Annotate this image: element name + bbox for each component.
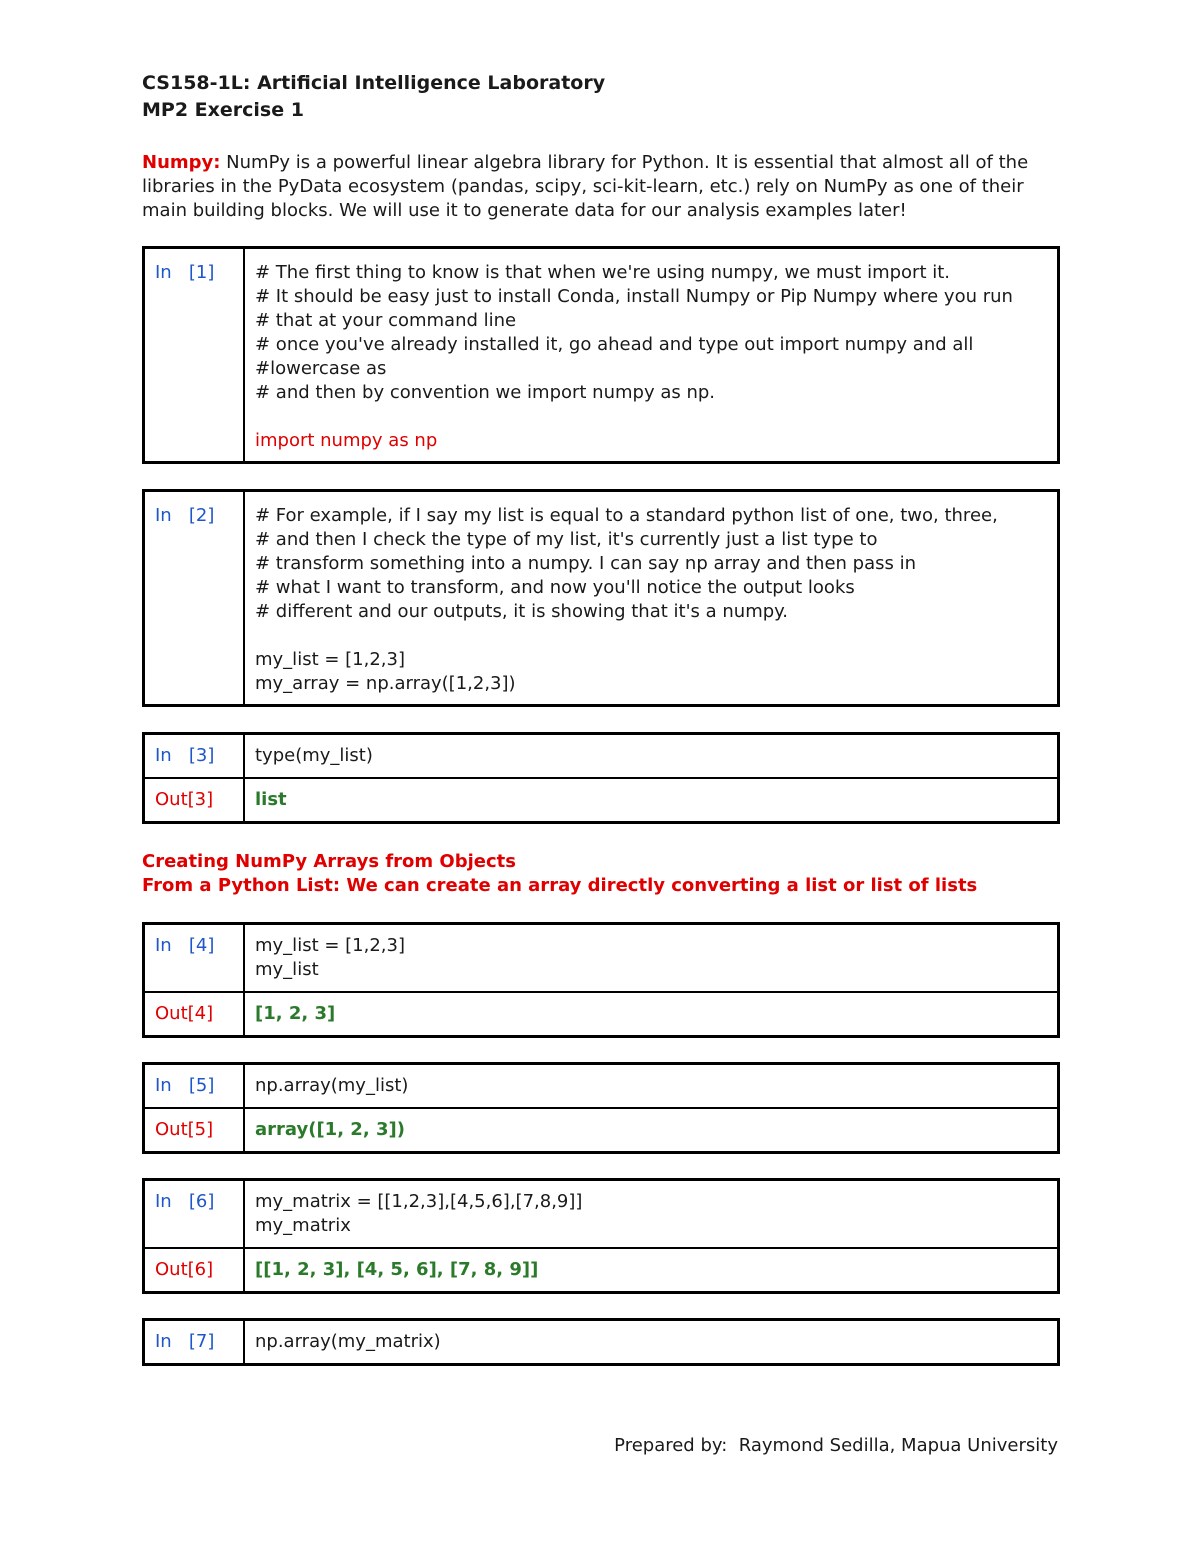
- cell-4-output: [244, 992, 1059, 1037]
- code-line: # once you've already installed it, go ahead and type out import numpy and all: [255, 334, 974, 355]
- cell-6-out-label-cell: [144, 1248, 245, 1293]
- in-label: In [1]: [155, 262, 215, 283]
- code-line: my_matrix: [255, 1215, 351, 1236]
- in-label: In [2]: [155, 505, 215, 526]
- notebook-cell-5: [142, 1062, 1060, 1154]
- output-value: [1, 2, 3]: [255, 1003, 336, 1024]
- intro-text: NumPy is a powerful linear algebra library for Python. It is essential that almost all of the libraries in the PyData ecosystem (pandas, scipy, sci-kit-learn, etc.) rely on NumPy as one of their main building blocks. We will use it to generate data for our analysis examples later!: [142, 152, 1029, 221]
- cell-5-in-label-cell: [144, 1064, 245, 1109]
- code-line: # For example, if I say my list is equal to a standard python list of one, two, three,: [255, 505, 998, 526]
- out-label: Out[5]: [155, 1119, 214, 1140]
- in-label: In [3]: [155, 745, 215, 766]
- notebook-cell-2: [142, 489, 1060, 707]
- cell-6-code: [244, 1180, 1059, 1249]
- cell-5-code: [244, 1064, 1059, 1109]
- output-value: array([1, 2, 3]): [255, 1119, 405, 1140]
- import-statement: import numpy as np: [255, 430, 438, 451]
- in-label: In [6]: [155, 1191, 215, 1212]
- cell-7-in-label-cell: [144, 1320, 245, 1365]
- cell-4-in-label-cell: [144, 924, 245, 993]
- code-line: [255, 624, 1047, 648]
- code-line: # what I want to transform, and now you'll notice the output looks: [255, 577, 855, 598]
- output-value: list: [255, 789, 287, 810]
- cell-6-in-label-cell: [144, 1180, 245, 1249]
- code-line: my_matrix = [[1,2,3],[4,5,6],[7,8,9]]: [255, 1191, 583, 1212]
- code-line: # The first thing to know is that when we're using numpy, we must import it.: [255, 262, 951, 283]
- cell-3-code: [244, 734, 1059, 779]
- cell-4-code: [244, 924, 1059, 993]
- code-line: my_list = [1,2,3]: [255, 649, 405, 670]
- code-line: # It should be easy just to install Conda, install Numpy or Pip Numpy where you run: [255, 286, 1013, 307]
- notebook-cell-3: [142, 732, 1060, 824]
- notebook-cell-1: [142, 246, 1060, 464]
- notebook-cell-4: [142, 922, 1060, 1038]
- cell-1-code: [244, 248, 1059, 463]
- cell-7-code: [244, 1320, 1059, 1365]
- code-line: # transform something into a numpy. I can say np array and then pass in: [255, 553, 916, 574]
- cell-3-out-label-cell: [144, 778, 245, 823]
- out-label: Out[3]: [155, 789, 214, 810]
- code-line: type(my_list): [255, 745, 373, 766]
- intro-label: Numpy:: [142, 152, 221, 173]
- cell-3-in-label-cell: [144, 734, 245, 779]
- notebook-cell-6: [142, 1178, 1060, 1294]
- in-label: In [4]: [155, 935, 215, 956]
- course-title: CS158-1L: Artificial Intelligence Laboratory: [142, 72, 606, 94]
- footer-credit: [614, 1434, 1058, 1458]
- code-line: my_list: [255, 959, 319, 980]
- cell-2-code: [244, 491, 1059, 706]
- in-label: In [7]: [155, 1331, 215, 1352]
- footer-author: Raymond Sedilla, Mapua University: [727, 1435, 1058, 1456]
- code-line: # and then I check the type of my list, it's currently just a list type to: [255, 529, 878, 550]
- exercise-title: MP2 Exercise 1: [142, 99, 304, 121]
- cell-4-out-label-cell: [144, 992, 245, 1037]
- code-line: np.array(my_list): [255, 1075, 409, 1096]
- code-line: # different and our outputs, it is showing that it's a numpy.: [255, 601, 788, 622]
- cell-6-output: [244, 1248, 1059, 1293]
- section-subtitle: From a Python List: We can create an array directly converting a list or list of lists: [142, 875, 978, 896]
- code-line: [255, 405, 1047, 429]
- code-line: # that at your command line: [255, 310, 517, 331]
- in-label: In [5]: [155, 1075, 215, 1096]
- code-line: # and then by convention we import numpy as np.: [255, 382, 716, 403]
- section-title: Creating NumPy Arrays from Objects: [142, 851, 516, 872]
- intro-paragraph: [142, 151, 1060, 223]
- out-label: Out[4]: [155, 1003, 214, 1024]
- cell-1-label-cell: [144, 248, 245, 463]
- code-line: my_array = np.array([1,2,3]): [255, 673, 516, 694]
- code-line: np.array(my_matrix): [255, 1331, 441, 1352]
- footer-label: Prepared by:: [614, 1435, 728, 1456]
- notebook-cell-7: [142, 1318, 1060, 1366]
- output-value: [[1, 2, 3], [4, 5, 6], [7, 8, 9]]: [255, 1259, 539, 1280]
- code-line: my_list = [1,2,3]: [255, 935, 405, 956]
- cell-3-output: [244, 778, 1059, 823]
- cell-5-out-label-cell: [144, 1108, 245, 1153]
- section-heading: [142, 850, 1060, 898]
- cell-5-output: [244, 1108, 1059, 1153]
- code-line: #lowercase as: [255, 358, 387, 379]
- cell-2-label-cell: [144, 491, 245, 706]
- out-label: Out[6]: [155, 1259, 214, 1280]
- document-page: [142, 70, 1060, 1366]
